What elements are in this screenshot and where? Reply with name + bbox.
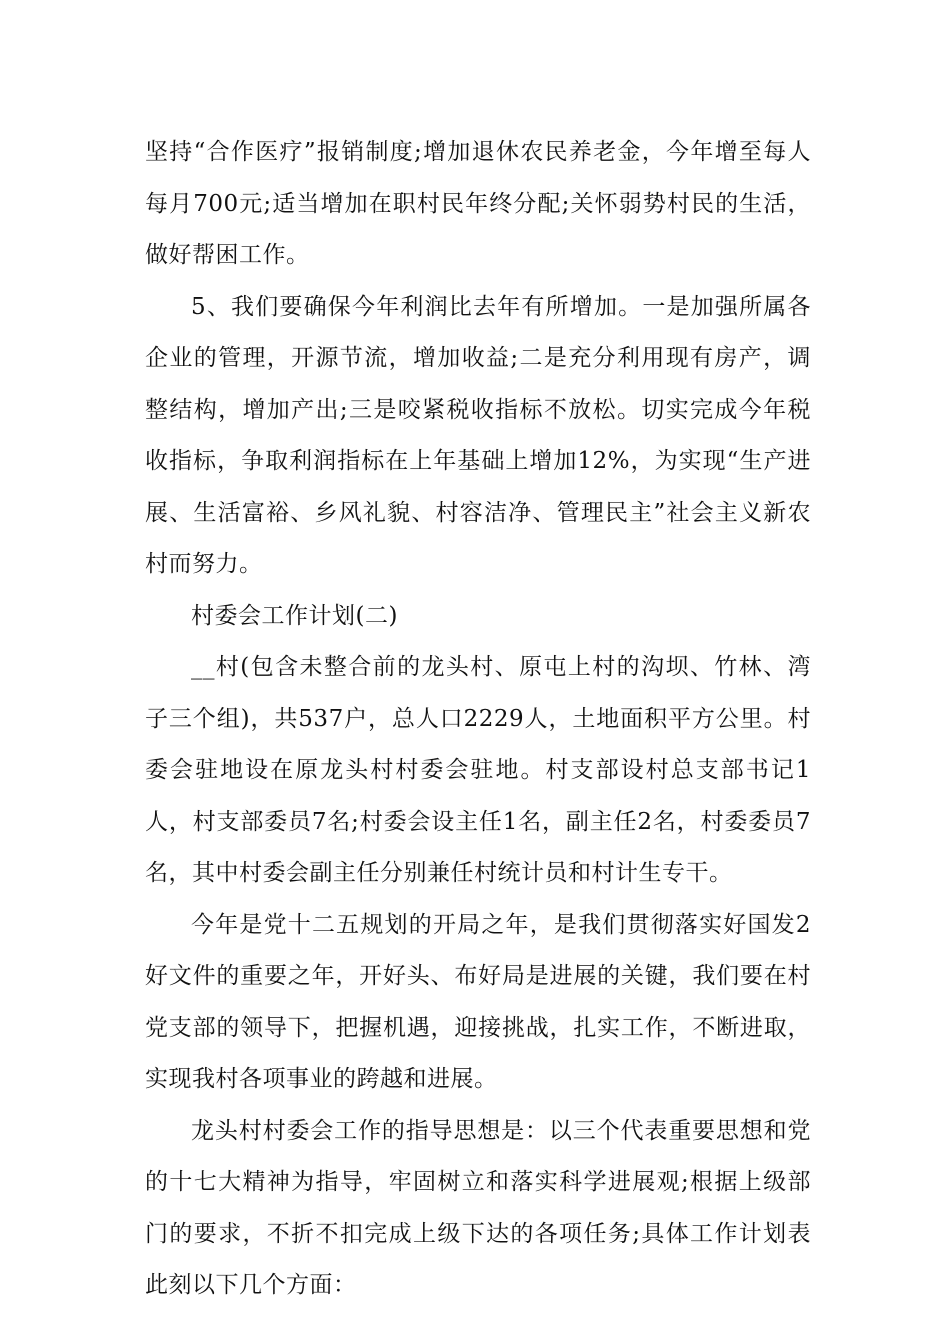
paragraph-continued: 坚持“合作医疗”报销制度;增加退休农民养老金，今年增至每人每月700元;适当增加在职村民年终分配;关怀弱势村民的生活，做好帮困工作。 xyxy=(145,139,811,268)
paragraph-profit-goals: 5、我们要确保今年利润比去年有所增加。一是加强所属各企业的管理，开源节流，增加收益;二是充分利用现有房产，调整结构，增加产出;三是咬紧税收指标不放松。切实完成今年税收指标，争取利润指标在上年基础上增加12%，为实现“生产进展、生活富裕、乡风礼貌、村容洁净、管理民主”社会主义新农村而努力。 xyxy=(145,293,811,577)
section-heading-plan-two: 村委会工作计划(二) xyxy=(191,602,398,629)
paragraph-guiding-thought: 龙头村村委会工作的指导思想是：以三个代表重要思想和党的十七大精神为指导，牢固树立和落实科学进展观;根据上级部门的要求，不折不扣完成上级下达的各项任务;具体工作计划表此刻以下几个方面： xyxy=(145,1117,811,1298)
document-body xyxy=(145,127,811,1312)
paragraph-village-overview: __村(包含未整合前的龙头村、原屯上村的沟坝、竹林、湾子三个组)，共537户，总人口2229人，土地面积平方公里。村委会驻地设在原龙头村村委会驻地。村支部设村总支部书记1人，村支部委员7名;村委会设主任1名，副主任2名，村委委员7名，其中村委会副主任分别兼任村统计员和村计生专干。 xyxy=(145,654,811,886)
paragraph-year-outlook: 今年是党十二五规划的开局之年，是我们贯彻落实好国发2好文件的重要之年，开好头、布好局是进展的关键，我们要在村党支部的领导下，把握机遇，迎接挑战，扎实工作，不断进取，实现我村各项事业的跨越和进展。 xyxy=(145,911,811,1092)
